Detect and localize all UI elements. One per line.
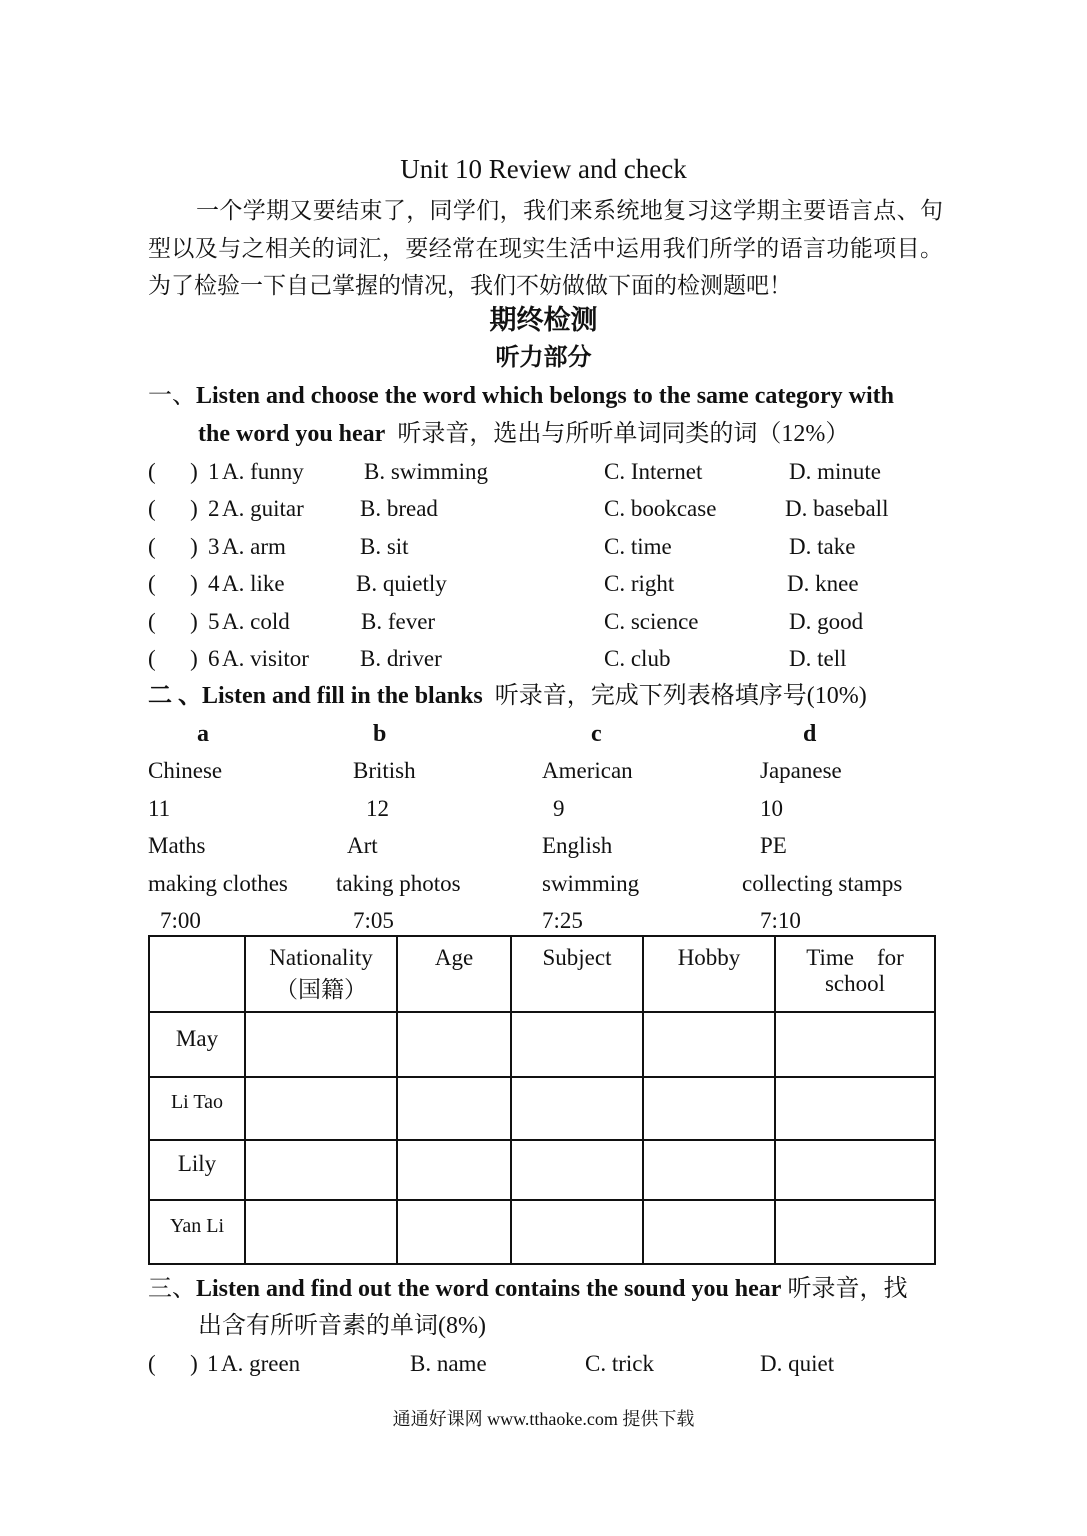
question-number: 3 xyxy=(208,534,220,559)
header-label: Age xyxy=(434,945,474,970)
option-c: C. trick xyxy=(585,1351,654,1376)
option-d: D. baseball xyxy=(785,496,889,521)
header-label-line2: school xyxy=(824,971,886,996)
option-cell-a: 7:00 xyxy=(160,908,201,933)
option-cell-b: British xyxy=(353,758,416,783)
table-row xyxy=(149,1012,935,1077)
section1-header-line2 xyxy=(198,419,849,449)
option-cell-c: American xyxy=(542,758,633,783)
option-b: B. swimming xyxy=(364,459,488,484)
option-c: C. time xyxy=(604,534,672,559)
option-b: B. fever xyxy=(361,609,436,634)
option-a: A. arm xyxy=(222,534,286,559)
option-a: A. visitor xyxy=(222,646,309,671)
option-cell-c: swimming xyxy=(542,871,640,896)
section2-header xyxy=(148,681,867,711)
footer-credit: 通通好课网 www.tthaoke.com 提供下载 xyxy=(392,1409,695,1429)
section2-number: 二 、 xyxy=(148,683,202,709)
option-a: A. green xyxy=(221,1351,301,1376)
answer-blank[interactable]: ( ) xyxy=(148,609,198,634)
column-letter-d: d xyxy=(803,721,817,747)
table-row xyxy=(149,1140,935,1200)
blank-cell[interactable] xyxy=(511,1077,643,1140)
option-cell-a: 11 xyxy=(148,796,171,821)
option-cell-a: Chinese xyxy=(148,758,223,783)
section1-title-cn: 听录音，选出与所听单词同类的词（12%） xyxy=(397,421,850,447)
option-d: D. tell xyxy=(789,646,847,671)
option-cell-c: 9 xyxy=(553,796,565,821)
option-cell-a: making clothes xyxy=(148,871,288,896)
option-d: D. minute xyxy=(789,459,881,484)
option-cell-d: Japanese xyxy=(760,758,842,783)
header-label: Subject xyxy=(542,945,612,970)
section2-title-cn: 听录音，完成下列表格填序号(10%) xyxy=(494,683,867,709)
intro-paragraph: 一个学期又要结束了，同学们，我们来系统地复习这学期主要语言点、句型以及与之相关的词汇，要经常在现实生活中运用我们所学的语言功能项目。为了检验一下自己掌握的情况，我们不妨做做下面的检测题吧！ xyxy=(148,198,943,298)
section2-title-en: Listen and fill in the blanks xyxy=(202,683,483,709)
option-cell-d: 7:10 xyxy=(760,908,801,933)
blank-cell[interactable] xyxy=(775,1012,935,1077)
answer-blank[interactable]: ( ) xyxy=(148,646,198,671)
row-name-may: May xyxy=(149,1012,245,1077)
question-number: 6 xyxy=(208,646,220,671)
blank-cell[interactable] xyxy=(775,1077,935,1140)
blank-cell[interactable] xyxy=(397,1077,511,1140)
table-header-subject xyxy=(511,936,643,1012)
option-cell-a: Maths xyxy=(148,833,206,858)
header-label-line2: （国籍） xyxy=(275,977,367,1002)
blank-cell[interactable] xyxy=(643,1140,775,1200)
section1-title-en-line1: Listen and choose the word which belongs to the same category with xyxy=(196,383,894,409)
answer-blank[interactable]: ( ) xyxy=(148,459,198,484)
option-d: D. quiet xyxy=(760,1351,835,1376)
answer-blank[interactable]: ( ) xyxy=(148,571,198,596)
header-label: Nationality xyxy=(269,945,373,970)
section3-header xyxy=(148,1274,907,1304)
section3-number: 三、 xyxy=(148,1276,196,1302)
option-c: C. right xyxy=(604,571,675,596)
answer-table xyxy=(148,935,936,1265)
section3-title-cn-line1: 听录音，找 xyxy=(787,1276,908,1302)
option-cell-b: 12 xyxy=(366,796,389,821)
header-label: Hobby xyxy=(677,945,741,970)
blank-cell[interactable] xyxy=(397,1140,511,1200)
option-cell-b: 7:05 xyxy=(353,908,394,933)
section1-number: 一、 xyxy=(148,383,196,409)
listening-subheading: 听力部分 xyxy=(495,345,592,371)
question-number: 1 xyxy=(207,1351,219,1376)
exam-heading: 期终检测 xyxy=(489,305,598,335)
blank-cell[interactable] xyxy=(245,1077,397,1140)
blank-cell[interactable] xyxy=(511,1140,643,1200)
column-letter-a: a xyxy=(197,721,209,747)
section1-header xyxy=(148,381,894,411)
option-a: A. cold xyxy=(222,609,290,634)
blank-cell[interactable] xyxy=(775,1200,935,1264)
question-number: 4 xyxy=(208,571,220,596)
blank-cell[interactable] xyxy=(775,1140,935,1200)
question-number: 5 xyxy=(208,609,220,634)
option-d: D. take xyxy=(789,534,856,559)
table-header-nationality xyxy=(245,936,397,1012)
table-header-cell-empty xyxy=(149,936,245,1012)
table-row xyxy=(149,1200,935,1264)
blank-cell[interactable] xyxy=(245,1200,397,1264)
blank-cell[interactable] xyxy=(643,1200,775,1264)
section1-title-en-line2: the word you hear xyxy=(198,421,386,447)
option-cell-c: English xyxy=(542,833,613,858)
answer-blank[interactable]: ( ) xyxy=(148,1351,198,1376)
option-c: C. club xyxy=(604,646,671,671)
table-header-time xyxy=(775,936,935,1012)
section3-title-cn-line2: 出含有所听音素的单词(8%) xyxy=(198,1313,486,1339)
answer-blank[interactable]: ( ) xyxy=(148,534,198,559)
option-d: D. knee xyxy=(787,571,859,596)
blank-cell[interactable] xyxy=(511,1200,643,1264)
blank-cell[interactable] xyxy=(397,1012,511,1077)
column-letter-b: b xyxy=(373,721,387,747)
option-c: C. bookcase xyxy=(604,496,717,521)
option-d: D. good xyxy=(789,609,864,634)
option-a: A. funny xyxy=(222,459,304,484)
blank-cell[interactable] xyxy=(245,1140,397,1200)
option-cell-d: collecting stamps xyxy=(742,871,903,896)
option-cell-b: taking photos xyxy=(336,871,461,896)
option-b: B. bread xyxy=(360,496,438,521)
option-cell-b: Art xyxy=(347,833,378,858)
option-cell-d: PE xyxy=(760,833,787,858)
question-number: 2 xyxy=(208,496,220,521)
row-name-li-tao: Li Tao xyxy=(149,1077,245,1140)
option-c: C. Internet xyxy=(604,459,703,484)
option-b: B. driver xyxy=(360,646,442,671)
section3-title-en: Listen and find out the word contains the sound you hear xyxy=(196,1276,782,1302)
option-a: A. guitar xyxy=(222,496,304,521)
page-title: Unit 10 Review and check xyxy=(400,154,687,184)
column-letter-c: c xyxy=(591,721,602,747)
option-cell-c: 7:25 xyxy=(542,908,583,933)
option-a: A. like xyxy=(222,571,285,596)
blank-cell[interactable] xyxy=(643,1012,775,1077)
blank-cell[interactable] xyxy=(245,1012,397,1077)
question-number: 1 xyxy=(208,459,220,484)
table-header-age xyxy=(397,936,511,1012)
row-name-lily: Lily xyxy=(149,1140,245,1200)
table-row xyxy=(149,1077,935,1140)
option-b: B. sit xyxy=(360,534,409,559)
blank-cell[interactable] xyxy=(397,1200,511,1264)
option-c: C. science xyxy=(604,609,699,634)
header-label: Time for xyxy=(806,945,904,970)
table-header-hobby xyxy=(643,936,775,1012)
option-b: B. quietly xyxy=(356,571,447,596)
answer-blank[interactable]: ( ) xyxy=(148,496,198,521)
option-cell-d: 10 xyxy=(760,796,783,821)
row-name-yan-li: Yan Li xyxy=(149,1200,245,1264)
blank-cell[interactable] xyxy=(643,1077,775,1140)
blank-cell[interactable] xyxy=(511,1012,643,1077)
option-b: B. name xyxy=(410,1351,487,1376)
table-header-row xyxy=(149,936,935,1012)
